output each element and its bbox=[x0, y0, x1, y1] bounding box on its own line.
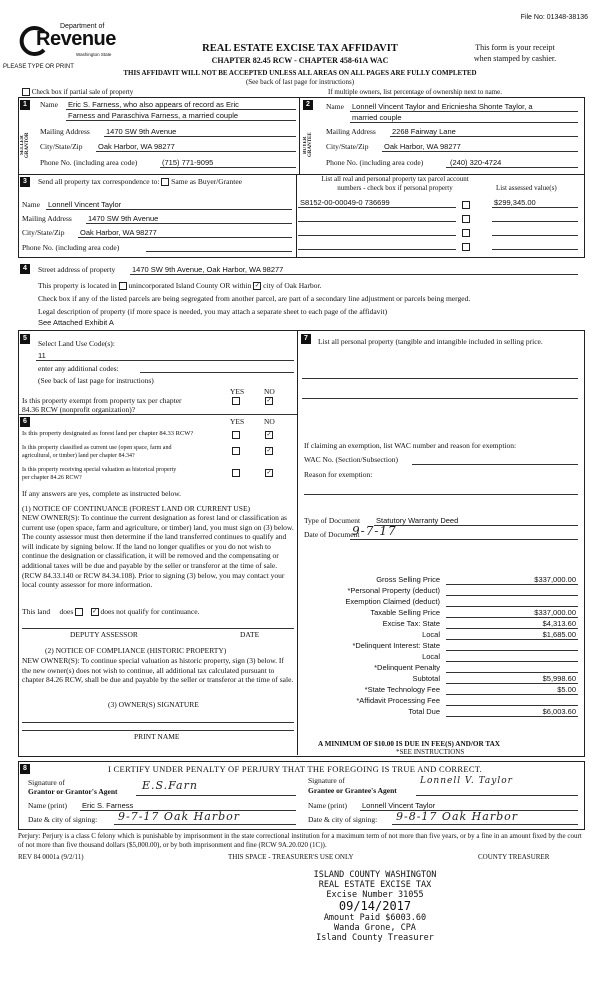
personal-property-label: List all personal property (tangible and intangible included in selling price. bbox=[318, 337, 543, 346]
stamp-amount: Amount Paid $6003.60 bbox=[323, 913, 427, 923]
buyer-name-line2[interactable]: married couple bbox=[352, 113, 402, 122]
historic-yes-checkbox[interactable] bbox=[232, 469, 240, 477]
seller-name-label: Name bbox=[40, 100, 58, 109]
grantee-date-label: Date & city of signing: bbox=[308, 815, 378, 824]
unincorporated-checkbox[interactable] bbox=[119, 282, 127, 290]
tax-row-label: Exemption Claimed (deduct) bbox=[345, 597, 440, 606]
see-back: (See back of last page for instructions) bbox=[245, 78, 355, 86]
buyer-phone[interactable]: (240) 320-4724 bbox=[450, 158, 502, 167]
form-chapter: CHAPTER 82.45 RCW - CHAPTER 458-61A WAC bbox=[211, 56, 389, 65]
seller-mailing-label: Mailing Address bbox=[40, 127, 90, 136]
street-label: Street address of property bbox=[38, 265, 116, 274]
continuance-text: NEW OWNER(S): To continue the current designation as forest land or classification as current use (open space, farm and agriculture, or timber) land, you must sign on (3) below. The county assessor must then determine if the land transferred continues to qualify and will indicate by signing below. If the land no longer qualifies or you do not wish to continue the designation or classification, it will be removed and the compensating or additional taxes will be due and payable by the seller or transferor at the time of sale. (RCW 84.33.140 or RCW 84.34.108). Prior to signing (3) below, you may contact your local county assessor for more information. bbox=[22, 513, 294, 590]
print-name-label: PRINT NAME bbox=[134, 732, 180, 741]
corr-name[interactable]: Lonnell Vincent Taylor bbox=[48, 200, 122, 209]
grantor-sig-label-1: Signature of bbox=[28, 778, 65, 787]
buyer-name-line1[interactable]: Lonnell Vincent Taylor and Ericniesha Shonte Taylor, a bbox=[352, 102, 533, 111]
seller-city-label: City/State/Zip bbox=[40, 142, 83, 151]
tax-row-label: Taxable Selling Price bbox=[370, 608, 440, 617]
see-instructions: *SEE INSTRUCTIONS bbox=[396, 748, 465, 756]
tax-row-value[interactable]: $6,003.60 bbox=[542, 707, 576, 716]
current-use-question-1: Is this property classified as current use (open space, farm and bbox=[22, 445, 172, 451]
section-3-number: 3 bbox=[20, 177, 30, 187]
no-header-6: NO bbox=[264, 417, 275, 426]
grantor-sig-label-2: Grantor or Grantor's Agent bbox=[28, 787, 118, 796]
minimum-due: A MINIMUM OF $10.00 IS DUE IN FEE(S) AND/OR TAX bbox=[318, 740, 500, 748]
exempt-question-1: Is this property exempt from property tax per chapter bbox=[22, 396, 182, 405]
doc-type[interactable]: Statutory Warranty Deed bbox=[376, 516, 459, 525]
form-title: REAL ESTATE EXCISE TAX AFFIDAVIT bbox=[202, 43, 398, 54]
grantor-date-label: Date & city of signing: bbox=[28, 815, 98, 824]
treasurer-use-only: THIS SPACE - TREASURER'S USE ONLY bbox=[228, 853, 354, 861]
seller-grantor-label: SELLER GRANTOR bbox=[20, 132, 30, 158]
buyer-mailing-label: Mailing Address bbox=[326, 127, 376, 136]
owner-signature-label: (3) OWNER(S) SIGNATURE bbox=[108, 700, 199, 709]
perjury-notice: Perjury: Perjury is a class C felony which is punishable by imprisonment in the state correctional institution for a maximum term of not more than five years, or by a fine in an amount fixed by the court of not more than five thousand dollars ($5,000.00), or by both imprisonment and fine (RCW 9A.20.020 (1C)). bbox=[18, 832, 582, 849]
city-checkbox[interactable]: ✓ bbox=[254, 283, 260, 290]
tax-row-label: Local bbox=[422, 630, 440, 639]
stamp-date: 09/14/2017 bbox=[338, 899, 412, 913]
stamp-line-3: Excise Number 31055 bbox=[326, 890, 424, 900]
file-number: File No: 01348-38136 bbox=[520, 14, 588, 21]
legal-label: Legal description of property (if more space is needed, you may attach a separate sheet to each page of the affidavit) bbox=[38, 307, 388, 316]
grantor-signature[interactable]: E.S.Farn bbox=[142, 779, 198, 792]
stamp-line-2: REAL ESTATE EXCISE TAX bbox=[318, 880, 432, 890]
seller-mailing[interactable]: 1470 SW 9th Avenue bbox=[106, 127, 177, 136]
seller-name-line2[interactable]: Farness and Paraschiva Farness, a married couple bbox=[68, 111, 239, 120]
no-header: NO bbox=[264, 387, 275, 396]
street-address[interactable]: 1470 SW 9th Avenue, Oak Harbor, WA 98277 bbox=[132, 265, 284, 274]
current-use-no-checkbox[interactable]: ✓ bbox=[266, 448, 272, 455]
correspondence-heading: Send all property tax correspondence to: Same as Buyer/Grantee bbox=[38, 177, 242, 186]
wac-label: WAC No. (Section/Subsection) bbox=[304, 455, 398, 464]
parcel-personal-checkbox-1[interactable] bbox=[462, 201, 470, 209]
land-use-label: Select Land Use Code(s): bbox=[38, 339, 115, 348]
land-use-see-back: (See back of last page for instructions) bbox=[38, 376, 154, 385]
rev-number: REV 84 0001a (9/2/11) bbox=[18, 853, 84, 861]
exempt-question-2: 84.36 RCW (nonprofit organization)? bbox=[22, 405, 136, 414]
does-not-checkbox[interactable]: ✓ bbox=[92, 609, 98, 616]
historic-question-1: Is this property receiving special valuation as historical property bbox=[22, 467, 177, 473]
land-use-code[interactable]: 11 bbox=[38, 351, 46, 360]
tax-row-value[interactable]: $5.00 bbox=[557, 685, 576, 694]
same-as-checkbox[interactable] bbox=[161, 178, 169, 186]
legal-description[interactable]: See Attached Exhibit A bbox=[38, 318, 114, 327]
tax-row-value[interactable]: $1,685.00 bbox=[542, 630, 576, 639]
tax-row-label: Excise Tax: State bbox=[382, 619, 440, 628]
grantee-name-print[interactable]: Lonnell Vincent Taylor bbox=[362, 801, 436, 810]
buyer-grantee-label: BUYER GRANTEE bbox=[303, 132, 313, 158]
historic-no-checkbox[interactable]: ✓ bbox=[266, 470, 272, 477]
current-use-yes-checkbox[interactable] bbox=[232, 447, 240, 455]
parcel-personal-checkbox-2[interactable] bbox=[462, 215, 470, 223]
compliance-title: (2) NOTICE OF COMPLIANCE (HISTORIC PROPERTY) bbox=[45, 646, 227, 655]
exempt-yes-checkbox[interactable] bbox=[232, 397, 240, 405]
section-2-number: 2 bbox=[303, 100, 313, 110]
doc-type-label: Type of Document bbox=[304, 516, 361, 525]
doc-date[interactable]: 9-7-17 bbox=[352, 524, 397, 538]
certify-statement: I CERTIFY UNDER PENALTY OF PERJURY THAT THE FOREGOING IS TRUE AND CORRECT. bbox=[108, 764, 483, 774]
current-use-question-2: agricultural, or timber) land per chapter 84.34? bbox=[22, 453, 135, 459]
revenue-logo bbox=[18, 22, 123, 62]
multiple-owners-note: If multiple owners, list percentage of ownership next to name. bbox=[328, 88, 502, 96]
county-treasurer-label: COUNTY TREASURER bbox=[478, 853, 550, 861]
treasurer-stamp bbox=[290, 870, 460, 943]
tax-row-label: *Delinquent Penalty bbox=[374, 663, 440, 672]
buyer-phone-label: Phone No. (including area code) bbox=[326, 158, 424, 167]
does-checkbox[interactable] bbox=[75, 608, 83, 616]
any-yes-note: If any answers are yes, complete as instructed below. bbox=[22, 489, 182, 498]
buyer-mailing[interactable]: 2268 Fairway Lane bbox=[392, 127, 456, 136]
logo-dept: Department of bbox=[60, 23, 105, 30]
seller-phone-label: Phone No. (including area code) bbox=[40, 158, 138, 167]
warning: THIS AFFIDAVIT WILL NOT BE ACCEPTED UNLESS ALL AREAS ON ALL PAGES ARE FULLY COMPLETED bbox=[123, 69, 477, 77]
parcel-personal-checkbox-4[interactable] bbox=[462, 243, 470, 251]
grantee-name-label: Name (print) bbox=[308, 801, 347, 810]
buyer-city[interactable]: Oak Harbor, WA 98277 bbox=[384, 142, 461, 151]
forest-no-checkbox[interactable]: ✓ bbox=[266, 432, 272, 439]
tax-row-label: *Affidavit Processing Fee bbox=[356, 696, 440, 705]
seller-city[interactable]: Oak Harbor, WA 98277 bbox=[98, 142, 175, 151]
yes-header-6: YES bbox=[230, 417, 245, 426]
corr-mailing-label: Mailing Address bbox=[22, 214, 72, 223]
section-7-number: 7 bbox=[301, 334, 311, 344]
tax-row-label: Total Due bbox=[408, 707, 440, 716]
grantee-date-city[interactable]: 9-8-17 Oak Harbor bbox=[396, 810, 518, 823]
section-6-number: 6 bbox=[20, 417, 30, 427]
doc-date-label: Date of Document bbox=[304, 530, 360, 539]
exemption-label: If claiming an exemption, list WAC number and reason for exemption: bbox=[304, 441, 517, 450]
corr-mailing[interactable]: 1470 SW 9th Avenue bbox=[88, 214, 159, 223]
logo-text: Revenue bbox=[36, 28, 116, 50]
tax-row-label: Subtotal bbox=[412, 674, 440, 683]
tax-row-label: Local bbox=[422, 652, 440, 661]
yes-header: YES bbox=[230, 387, 245, 396]
corr-city-label: City/State/Zip bbox=[22, 228, 65, 237]
please-type: PLEASE TYPE OR PRINT bbox=[3, 64, 74, 70]
tax-row-label: *Delinquent Interest: State bbox=[352, 641, 440, 650]
section-4-number: 4 bbox=[20, 264, 30, 274]
grantee-sig-label-1: Signature of bbox=[308, 776, 345, 785]
date-label: DATE bbox=[240, 630, 260, 639]
section-8-number: 8 bbox=[20, 764, 30, 774]
buyer-city-label: City/State/Zip bbox=[326, 142, 369, 151]
section-5-number: 5 bbox=[20, 334, 30, 344]
tax-row-value[interactable]: $4,313.60 bbox=[542, 619, 576, 628]
grantor-name-print[interactable]: Eric S. Farness bbox=[82, 801, 134, 810]
continuance-title: (1) NOTICE OF CONTINUANCE (FOREST LAND OR CURRENT USE) bbox=[22, 504, 251, 513]
additional-codes-label: enter any additional codes: bbox=[38, 364, 119, 373]
forest-yes-checkbox[interactable] bbox=[232, 431, 240, 439]
tax-row-label: Gross Selling Price bbox=[376, 575, 440, 584]
grantor-date-city[interactable]: 9-7-17 Oak Harbor bbox=[118, 810, 240, 823]
grantee-signature[interactable]: Lonnell V. Taylor bbox=[420, 776, 513, 786]
parcel-heading-1: List all real and personal property tax parcel account bbox=[321, 175, 469, 183]
segregated-line: Check box if any of the listed parcels are being segregated from another parcel, are part of a secondary line adjustment or parcels being merged. bbox=[38, 294, 471, 303]
seller-phone[interactable]: (715) 771-9095 bbox=[162, 158, 214, 167]
tax-row-label: *State Technology Fee bbox=[364, 685, 440, 694]
stamp-treasurer-name: Wanda Grone, CPA bbox=[334, 923, 416, 933]
tax-row-value[interactable]: $337,000.00 bbox=[534, 608, 576, 617]
stamp-treasurer-title: Island County Treasurer bbox=[316, 933, 434, 943]
parcel-heading-2: numbers - check box if personal property bbox=[337, 184, 453, 192]
tax-row-label: *Personal Property (deduct) bbox=[347, 586, 440, 595]
stamp-line-1: ISLAND COUNTY WASHINGTON bbox=[313, 870, 437, 880]
grantor-name-label: Name (print) bbox=[28, 801, 67, 810]
assessed-heading: List assessed value(s) bbox=[496, 184, 557, 192]
partial-sale: Check box if partial sale of property bbox=[22, 88, 133, 96]
corr-name-label: Name bbox=[22, 200, 40, 209]
corr-phone-label: Phone No. (including area code) bbox=[22, 243, 120, 252]
located-in: This property is located in unincorporated Island County OR within ✓ city of Oak Harbor. bbox=[38, 281, 322, 290]
reason-label: Reason for exemption: bbox=[304, 470, 373, 479]
seller-name-line1[interactable]: Eric S. Farness, who also appears of record as Eric bbox=[68, 100, 239, 109]
logo-state: Washington State bbox=[76, 52, 112, 57]
qualify-line: This land does ✓ does not qualify for continuance. bbox=[22, 607, 200, 616]
partial-sale-checkbox[interactable] bbox=[22, 88, 30, 96]
parcel-personal-checkbox-3[interactable] bbox=[462, 229, 470, 237]
compliance-text: NEW OWNER(S): To continue special valuation as historic property, sign (3) below. If the new owner(s) does not wish to continue, all additional tax calculated pursuant to chapter 84.26 RCW, shall be due and payable by the seller or transferor at the time of sale. bbox=[22, 656, 294, 685]
historic-question-2: per chapter 84.26 RCW? bbox=[22, 475, 82, 481]
corr-city[interactable]: Oak Harbor, WA 98277 bbox=[80, 228, 157, 237]
tax-row-value[interactable]: $5,998.60 bbox=[542, 674, 576, 683]
buyer-name-label: Name bbox=[326, 102, 344, 111]
receipt-note-1: This form is your receipt bbox=[475, 43, 555, 52]
grantee-sig-label-2: Grantee or Grantee's Agent bbox=[308, 786, 397, 795]
exempt-no-checkbox[interactable]: ✓ bbox=[266, 398, 272, 405]
tax-row-value[interactable]: $337,000.00 bbox=[534, 575, 576, 584]
assessed-value[interactable]: $299,345.00 bbox=[494, 198, 536, 207]
parcel-number[interactable]: S8152-00-00049-0 736699 bbox=[300, 198, 390, 207]
forest-question: Is this property designated as forest land per chapter 84.33 RCW? bbox=[22, 430, 194, 437]
receipt-note-2: when stamped by cashier. bbox=[473, 54, 557, 63]
section-1-number: 1 bbox=[20, 100, 30, 110]
deputy-assessor-label: DEPUTY ASSESSOR bbox=[70, 630, 138, 639]
